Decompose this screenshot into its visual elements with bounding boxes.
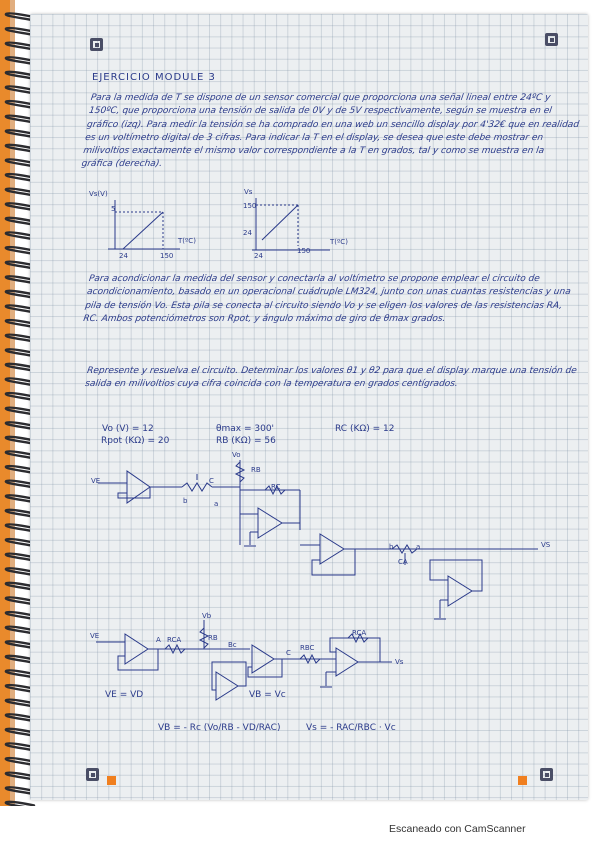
top-circuit-a-label: a (214, 500, 219, 508)
bottom-circuit-vb-vc-equation: VB = Vc (249, 690, 286, 700)
bottom-circuit-rca2-label: RCA (352, 629, 367, 637)
bottom-circuit-a-label: A (156, 636, 161, 644)
top-circuit-vo-label: Vo (232, 451, 241, 459)
scanner-watermark: Escaneado con CamScanner (389, 823, 526, 835)
equation-vb: VB = - Rc (Vo/RB - VD/RAC) (158, 723, 281, 733)
right-graph-tick-y1: 150 (243, 202, 257, 210)
bottom-circuit-ve-label: VE (90, 632, 100, 640)
equation-vs: Vs = - RAC/RBC · Vc (306, 723, 396, 733)
bottom-equivalent-circuit (96, 620, 392, 730)
param-theta-max: θmax = 300' (216, 424, 275, 434)
bottom-circuit-vb-top-label: Vb (202, 612, 212, 620)
right-transfer-graph (252, 198, 330, 250)
bottom-circuit-rca-label: RCA (167, 636, 182, 644)
right-graph-tick-y2: 24 (243, 229, 252, 237)
problem-statement-paragraph-1: Para la medida de T se dispone de un sensor comercial que proporciona una señal lineal entre 24ºC y 150ºC, que proporciona una tensión de salida de 0V y de 5V respectivamente, según se muestra en el gráfico (izq). Para medir la tensión se ha comprado en una web un sencillo display por 4'32€ que en realidad es un voltímetro digital de 3 cifras. Para indicar la T en el display, se desea que este debe mostrar en milivoltios exactamente el mismo valor correspondiente a la T en grados, tal y como se muestra en la gráfica (derecha). (80, 93, 580, 170)
opamp-b3 (252, 645, 274, 673)
top-circuit-ve-label: VE (91, 477, 101, 485)
top-circuit-c-label: C (209, 477, 214, 485)
param-rpot: Rpot (KΩ) = 20 (101, 436, 170, 446)
param-rc: RC (KΩ) = 12 (335, 424, 395, 434)
bottom-circuit-ve-vd-equation: VE = VD (105, 690, 144, 700)
left-graph-tick-x2: 150 (160, 252, 174, 260)
opamp-b1 (125, 634, 148, 664)
right-graph-ylabel: Vs (244, 188, 253, 196)
left-transfer-graph (108, 200, 180, 249)
left-graph-ylabel: Vs(V) (89, 190, 108, 198)
top-circuit-a2-label: a (416, 543, 421, 551)
opamp-4 (448, 576, 472, 606)
problem-statement-paragraph-3: Represente y resuelva el circuito. Determinar los valores θ1 y θ2 para que el display marque una tensión de salida en milivoltios cuya cifra coincida con la temperatura en grados centígrados. (84, 366, 578, 390)
left-graph-xlabel: T(ºC) (178, 237, 196, 245)
left-graph-tick-y: 5 (111, 205, 116, 213)
bottom-circuit-rbc-label: RBC (300, 644, 315, 652)
opamp-b4 (336, 648, 358, 676)
bottom-circuit-rb-label: RB (208, 634, 218, 642)
top-circuit-b2-label: b (389, 543, 394, 551)
potentiometer-c (182, 483, 212, 491)
top-circuit-rc-label: RC (271, 483, 281, 491)
top-circuit-vs-label: VS (541, 541, 551, 549)
right-graph-tick-x2: 150 (297, 247, 311, 255)
bottom-circuit-bc-label: Bc (228, 641, 237, 649)
param-vo: Vo (V) = 12 (102, 424, 154, 434)
exercise-title: EJERCICIO MODULE 3 (92, 72, 216, 83)
opamp-2 (258, 508, 282, 538)
bottom-circuit-vs-label: Vs (395, 658, 404, 666)
opamp-b2 (216, 672, 238, 700)
right-graph-xlabel: T(ºC) (330, 238, 348, 246)
top-circuit-ca-label: CA (398, 558, 408, 566)
top-circuit-rb-label: RB (251, 466, 261, 474)
right-graph-tick-x1: 24 (254, 252, 263, 260)
left-graph-tick-x1: 24 (119, 252, 128, 260)
top-circuit-b-label: b (183, 497, 188, 505)
top-conditioning-circuit (98, 460, 538, 619)
bottom-circuit-c-label: C (286, 649, 291, 657)
param-rb: RB (KΩ) = 56 (216, 436, 276, 446)
problem-statement-paragraph-2: Para acondicionar la medida del sensor y conectarla al voltímetro se propone emplear el circuito de acondicionamiento, basado en un operacional cuádruple LM324, junto con unas cuantas resistencias y una pila de tensión Vo. Esta pila se conecta al circuito siendo Vo y se eligen los valores de las resistencias RA, RC. Ambos potenciómetros son Rpot, y ángulo máximo de giro de θmax grados. (82, 274, 572, 324)
opamp-3 (320, 534, 344, 564)
